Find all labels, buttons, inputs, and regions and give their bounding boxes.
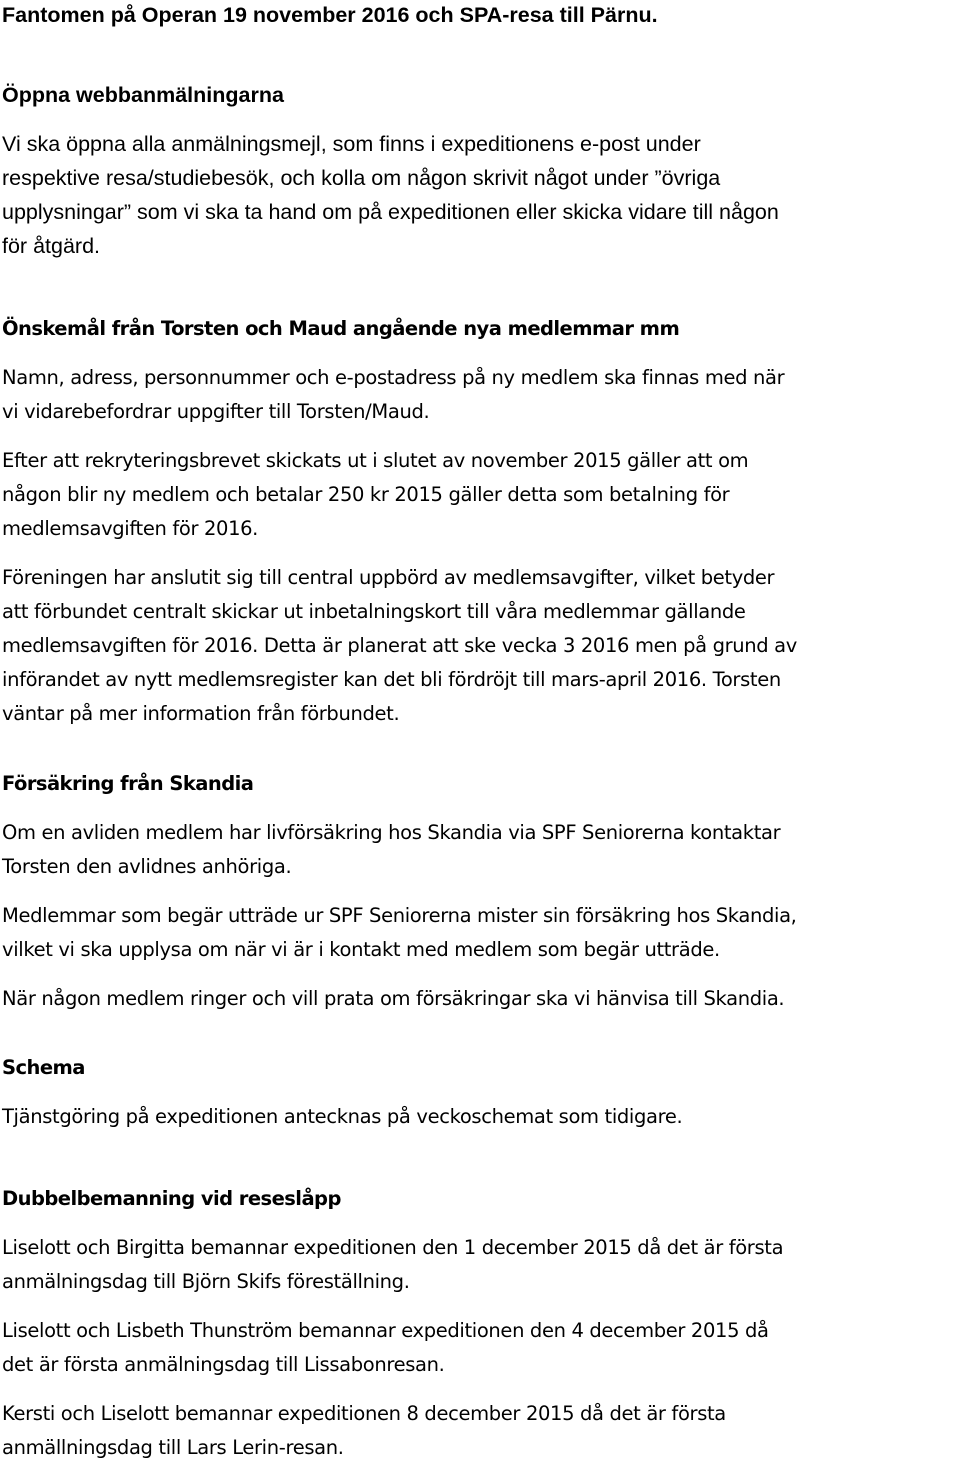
paragraph-line: Namn, adress, personnummer och e-postadress på ny medlem ska finnas med när (2, 366, 785, 389)
paragraph-line: att förbundet centralt skickar ut inbetalningskort till våra medlemmar gällande (2, 600, 746, 623)
heading-onskemal: Önskemål från Torsten och Maud angående nya medlemmar mm (2, 317, 680, 340)
paragraph-line: vilket vi ska upplysa om när vi är i kontakt med medlem som begär utträde. (2, 938, 720, 961)
paragraph-line: Föreningen har anslutit sig till central uppbörd av medlemsavgifter, vilket betyder (2, 566, 775, 589)
paragraph-line: När någon medlem ringer och vill prata om försäkringar ska vi hänvisa till Skandia. (2, 987, 785, 1010)
heading-dubbelbemanning: Dubbelbemanning vid reseslåpp (2, 1187, 341, 1210)
paragraph-line: upplysningar” som vi ska ta hand om på expeditionen eller skicka vidare till någon (2, 200, 779, 224)
paragraph-line: Efter att rekryteringsbrevet skickats ut i slutet av november 2015 gäller att om (2, 449, 749, 472)
paragraph-line: införandet av nytt medlemsregister kan det bli fördröjt till mars-april 2016. Torsten (2, 668, 781, 691)
paragraph-line: Kersti och Liselott bemannar expeditionen 8 december 2015 då det är första (2, 1402, 726, 1425)
heading-forsakring: Försäkring från Skandia (2, 772, 254, 795)
paragraph-line: Tjänstgöring på expeditionen antecknas på veckoschemat som tidigare. (2, 1105, 683, 1128)
paragraph-line: medlemsavgiften för 2016. Detta är planerat att ske vecka 3 2016 men på grund av (2, 634, 797, 657)
paragraph-line: Liselott och Lisbeth Thunström bemannar expeditionen den 4 december 2015 då (2, 1319, 769, 1342)
paragraph-line: för åtgärd. (2, 234, 100, 258)
heading-webbanmalningar: Öppna webbanmälningarna (2, 83, 284, 107)
paragraph-line: det är första anmälningsdag till Lissabonresan. (2, 1353, 445, 1376)
paragraph-line: Medlemmar som begär utträde ur SPF Seniorerna mister sin försäkring hos Skandia, (2, 904, 797, 927)
paragraph-line: Torsten den avlidnes anhöriga. (2, 855, 292, 878)
paragraph-line: medlemsavgiften för 2016. (2, 517, 259, 540)
paragraph-line: Om en avliden medlem har livförsäkring hos Skandia via SPF Seniorerna kontaktar (2, 821, 781, 844)
paragraph-line: väntar på mer information från förbundet. (2, 702, 400, 725)
heading-schema: Schema (2, 1056, 85, 1079)
paragraph-line: anmälningsdag till Björn Skifs föreställning. (2, 1270, 410, 1293)
paragraph-line: Liselott och Birgitta bemannar expeditionen den 1 december 2015 då det är första (2, 1236, 784, 1259)
paragraph-line: Vi ska öppna alla anmälningsmejl, som finns i expeditionens e-post under (2, 132, 701, 156)
top-heading: Fantomen på Operan 19 november 2016 och SPA-resa till Pärnu. (2, 3, 658, 27)
paragraph-line: anmällningsdag till Lars Lerin-resan. (2, 1436, 344, 1459)
paragraph-line: någon blir ny medlem och betalar 250 kr 2015 gäller detta som betalning för (2, 483, 730, 506)
paragraph-line: respektive resa/studiebesök, och kolla om någon skrivit något under ”övriga (2, 166, 721, 190)
paragraph-line: vi vidarebefordrar uppgifter till Torsten/Maud. (2, 400, 430, 423)
